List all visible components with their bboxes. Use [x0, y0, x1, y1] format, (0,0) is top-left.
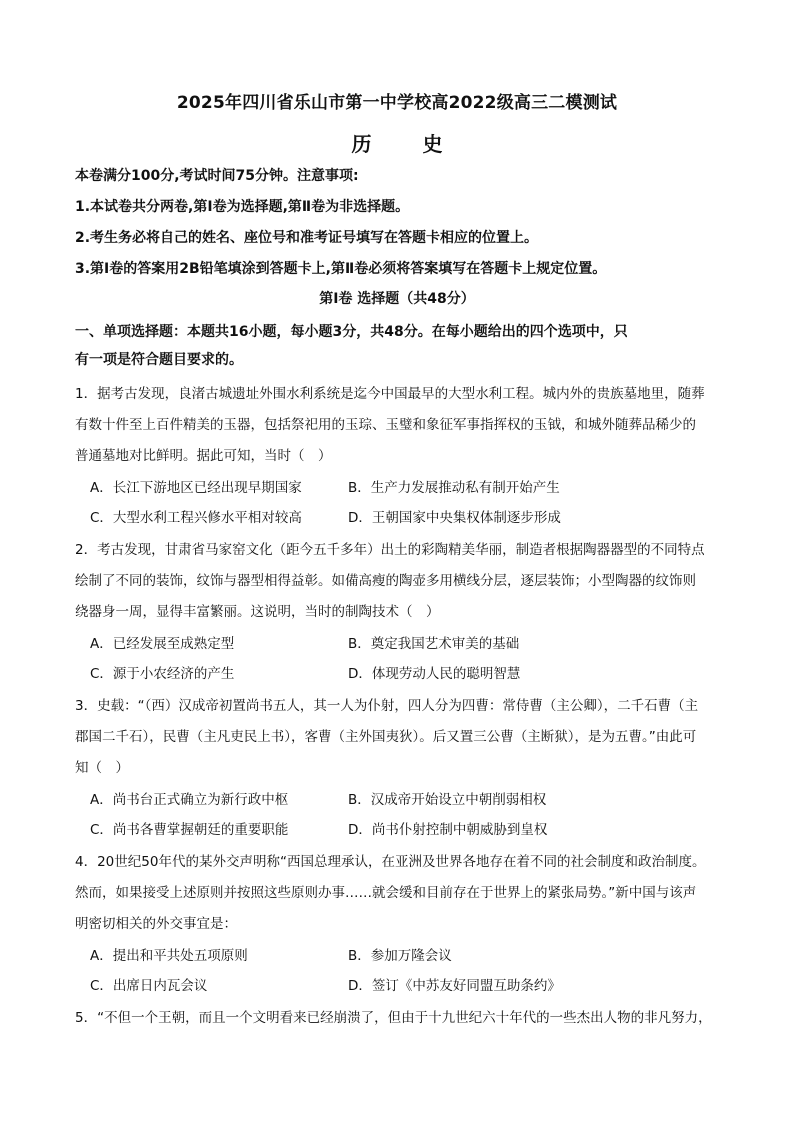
question-1-line-3: 普通墓地对比鲜明。据此可知，当时（ ）: [75, 448, 332, 464]
question-1-option-c: C．大型水利工程兴修水平相对较高: [90, 510, 302, 526]
notes-intro: 本卷满分100分,考试时间75分钟。注意事项:: [75, 168, 359, 184]
section-heading: 第Ⅰ卷 选择题（共48分）: [319, 291, 475, 307]
exam-title: 2025年四川省乐山市第一中学校高2022级高三二模测试: [176, 93, 618, 113]
question-4-line-2: 然而，如果接受上述原则并按照这些原则办事……就会缓和目前存在于世界上的紧张局势。”新中国与该声: [75, 885, 697, 901]
question-4-line-1: 4．20世纪50年代的某外交声明称“西国总理承认，在亚洲及世界各地存在着不同的社会制度和政治制度。: [75, 854, 706, 870]
question-2-option-c: C．源于小农经济的产生: [90, 666, 235, 682]
question-5-line-1: 5．“不但一个王朝，而且一个文明看来已经崩溃了，但由于十九世纪六十年代的一些杰出人物的非凡努力，: [75, 1010, 712, 1026]
question-3-option-c: C．尚书各曹掌握朝廷的重要职能: [90, 822, 289, 838]
question-1-option-d: D．王朝国家中央集权体制逐步形成: [348, 510, 561, 526]
question-3-line-2: 郡国二千石），民曹（主凡吏民上书），客曹（主外国夷狄）。后又置三公曹（主断狱），是为五曹。”由此可: [75, 729, 697, 745]
question-4-option-c: C．出席日内瓦会议: [90, 978, 208, 994]
note-1: 1.本试卷共分两卷,第Ⅰ卷为选择题,第Ⅱ卷为非选择题。: [75, 199, 410, 215]
question-4-line-3: 明密切相关的外交事宜是：: [75, 916, 237, 932]
question-3-line-3: 知（ ）: [75, 760, 129, 776]
question-2-line-1: 2．考古发现，甘肃省马家窑文化（距今五千多年）出土的彩陶精美华丽，制造者根据陶器器型的不同特点: [75, 542, 705, 558]
question-2-option-d: D．体现劳动人民的聪明智慧: [348, 666, 521, 682]
question-3-option-d: D．尚书仆射控制中朝威胁到皇权: [348, 822, 548, 838]
note-3: 3.第Ⅰ卷的答案用2B铅笔填涂到答题卡上,第Ⅱ卷必须将答案填写在答题卡上规定位置。: [75, 261, 607, 277]
question-1-line-1: 1．据考古发现，良渚古城遗址外围水利系统是迄今中国最早的大型水利工程。城内外的贵族墓地里，随葬: [75, 386, 705, 402]
question-2-line-2: 绘制了不同的装饰，纹饰与器型相得益彰。如備高瘦的陶壶多用横线分层，逐层装饰；小型陶器的纹饰则: [75, 573, 696, 589]
question-4-option-b: B．参加万隆会议: [348, 948, 452, 964]
question-1-line-2: 有数十件至上百件精美的玉器，包括祭祀用的玉琮、玉璧和象征军事指挥权的玉钺，和城外随葬品稀少的: [75, 417, 696, 433]
question-3-option-b: B．汉成帝开始设立中朝削弱相权: [348, 792, 547, 808]
question-2-line-3: 绕器身一周，显得丰富繁丽。这说明，当时的制陶技术（ ）: [75, 604, 440, 620]
subject-title: 历 史: [351, 132, 465, 156]
question-1-option-a: A．长江下游地区已经出现早期国家: [90, 480, 302, 496]
question-3-option-a: A．尚书台正式确立为新行政中枢: [90, 792, 289, 808]
question-1-option-b: B．生产力发展推动私有制开始产生: [348, 480, 560, 496]
section-instruction-line-1: 一、单项选择题：本题共16小题，每小题3分，共48分。在每小题给出的四个选项中，只: [75, 324, 628, 340]
question-3-line-1: 3．史载：“（西）汉成帝初置尚书五人，其一人为仆射，四人分为四曹：常侍曹（主公卿），二千石曹（主: [75, 698, 699, 714]
question-2-option-a: A．已经发展至成熟定型: [90, 636, 235, 652]
note-2: 2.考生务必将自己的姓名、座位号和准考证号填写在答题卡相应的位置上。: [75, 230, 539, 246]
question-2-option-b: B．奠定我国艺术审美的基础: [348, 636, 520, 652]
question-4-option-d: D．签订《中苏友好同盟互助条约》: [348, 978, 561, 994]
question-4-option-a: A．提出和平共处五项原则: [90, 948, 248, 964]
section-instruction-line-2: 有一项是符合题目要求的。: [75, 352, 243, 368]
